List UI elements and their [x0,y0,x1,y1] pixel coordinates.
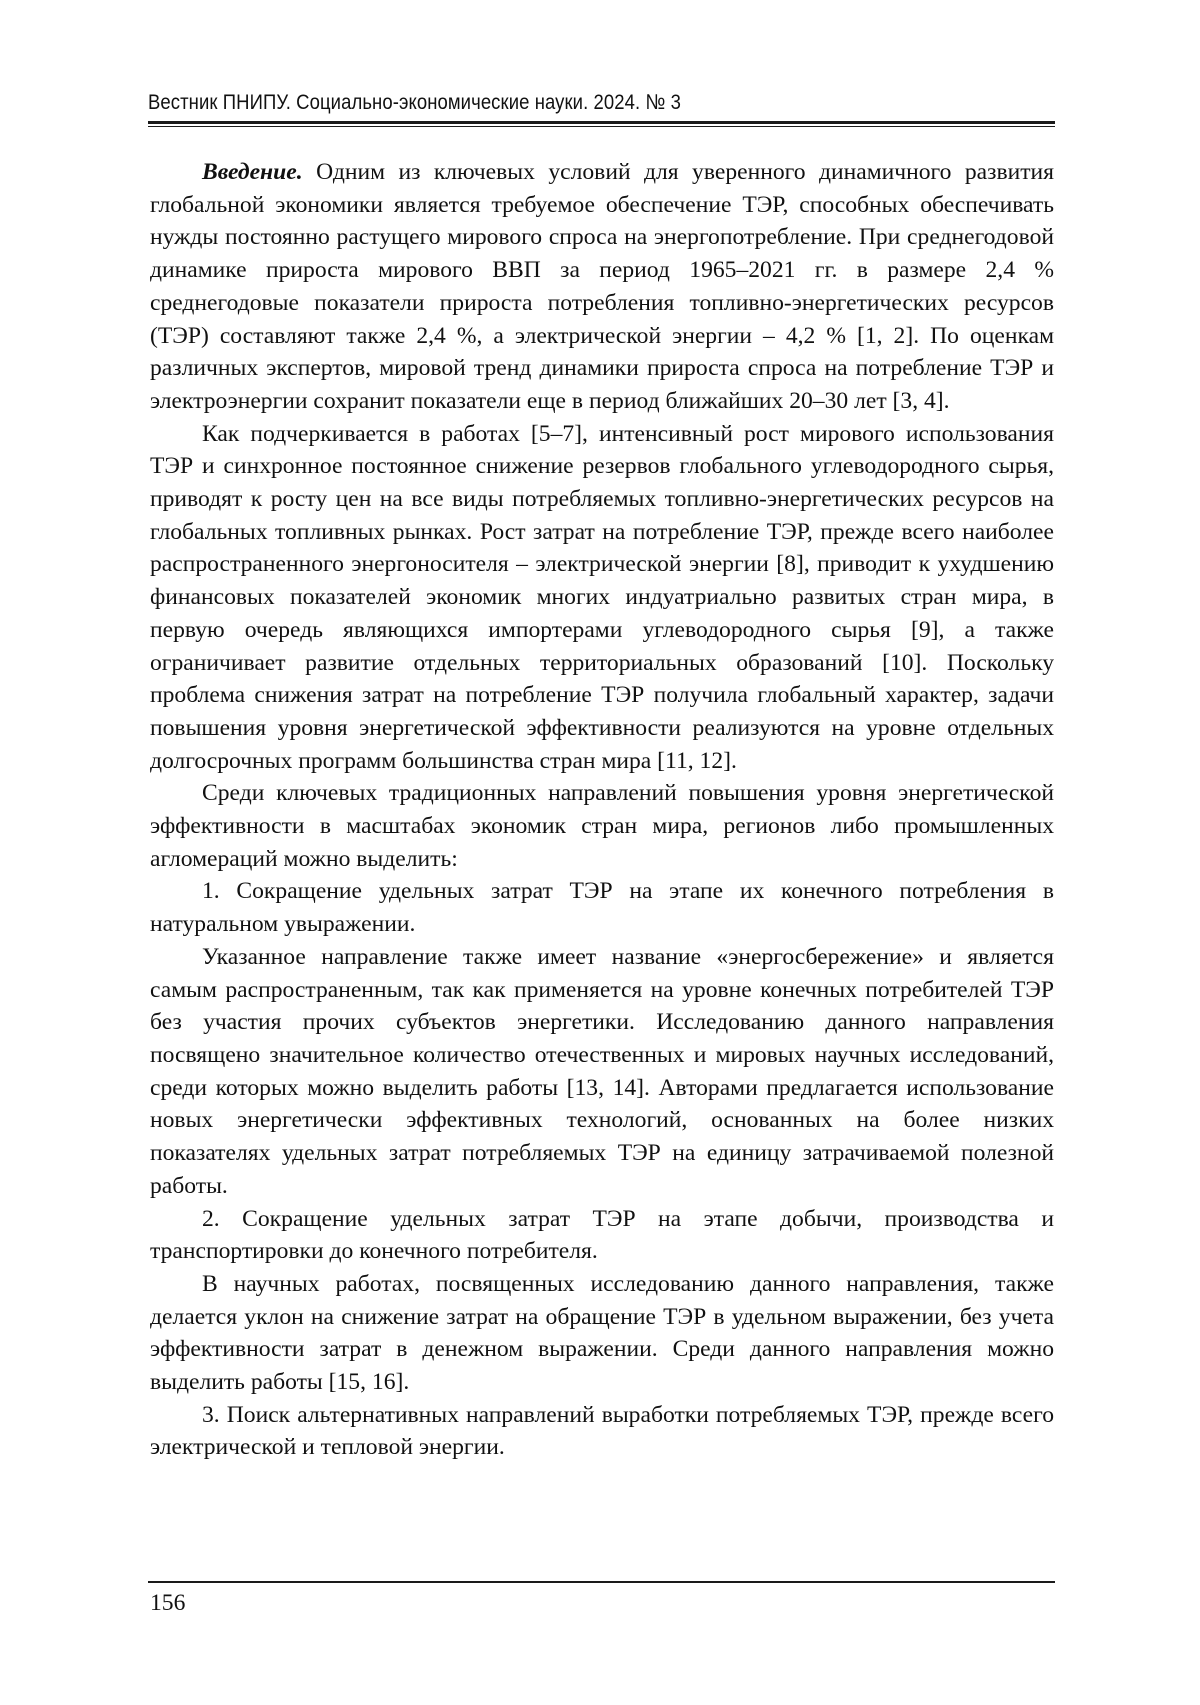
list-item-1: 1. Сокращение удельных затрат ТЭР на этапе их конечного потребления в натуральном увыражении. [150,875,1054,940]
introduction-text: Одним из ключевых условий для уверенного динамичного развития глобальной экономики является требуемое обеспечение ТЭР, способных обеспечивать нужды постоянно растущего мирового спроса на энергопотребление. При среднегодовой динамике прироста мирового ВВП за период 1965–2021 гг. в размере 2,4 % среднегодовые показатели прироста потребления топливно-энергетических ресурсов (ТЭР) составляют также 2,4 %, а электрической энергии – 4,2 % [1, 2]. По оценкам различных экспертов, мировой тренд динамики прироста спроса на потребление ТЭР и электроэнергии сохранит показатели еще в период ближайших 20–30 лет [3, 4]. [150,159,1054,414]
paragraph-2: Как подчеркивается в работах [5–7], интенсивный рост мирового использования ТЭР и синхронное постоянное снижение резервов глобального углеводородного сырья, приводят к росту цен на все виды потребляемых топливно-энергетических ресурсов на глобальных топливных рынках. Рост затрат на потребление ТЭР, прежде всего наиболее распространенного энергоносителя – электрической энергии [8], приводит к ухудшению финансовых показателей экономик многих индуатриально развитых стран мира, в первую очередь являющихся импортерами углеводородного сырья [9], а также ограничивает развитие отдельных территориальных образований [10]. Поскольку проблема снижения затрат на потребление ТЭР получила глобальный характер, задачи повышения уровня энергетической эффективности реализуются на уровне отдельных долгосрочных программ большинства стран мира [11, 12]. [150,418,1054,778]
paragraph-3: Среди ключевых традиционных направлений повышения уровня энергетической эффективности в масштабах экономик стран мира, регионов либо промышленных агломераций можно выделить: [150,777,1054,875]
article-body [150,156,1054,1464]
running-header: Вестник ПНИПУ. Социально-экономические науки. 2024. № 3 [148,90,929,115]
paragraph-5: В научных работах, посвященных исследованию данного направления, также делается уклон на снижение затрат на обращение ТЭР в удельном выражении, без учета эффективности затрат в денежном выражении. Среди данного направления можно выделить работы [15, 16]. [150,1268,1054,1399]
header-rule [148,121,1055,124]
introduction-heading: Введение. [202,159,303,185]
header-rule-secondary [148,126,1055,127]
paragraph-4: Указанное направление также имеет название «энергосбережение» и является самым распространенным, так как применяется на уровне конечных потребителей ТЭР без участия прочих субъектов энергетики. Исследованию данного направления посвящено значительное количество отечественных и мировых научных исследований, среди которых можно выделить работы [13, 14]. Авторами предлагается использование новых энергетически эффективных технологий, основанных на более низких показателях удельных затрат потребляемых ТЭР на единицу затрачиваемой полезной работы. [150,941,1054,1203]
list-item-2: 2. Сокращение удельных затрат ТЭР на этапе добычи, производства и транспортировки до конечного потребителя. [150,1203,1054,1268]
list-item-3: 3. Поиск альтернативных направлений выработки потребляемых ТЭР, прежде всего электрической и тепловой энергии. [150,1399,1054,1464]
page-number: 156 [150,1590,185,1617]
footer-rule [148,1581,1055,1583]
document-page [0,0,1200,1705]
paragraph-introduction [150,156,1054,418]
